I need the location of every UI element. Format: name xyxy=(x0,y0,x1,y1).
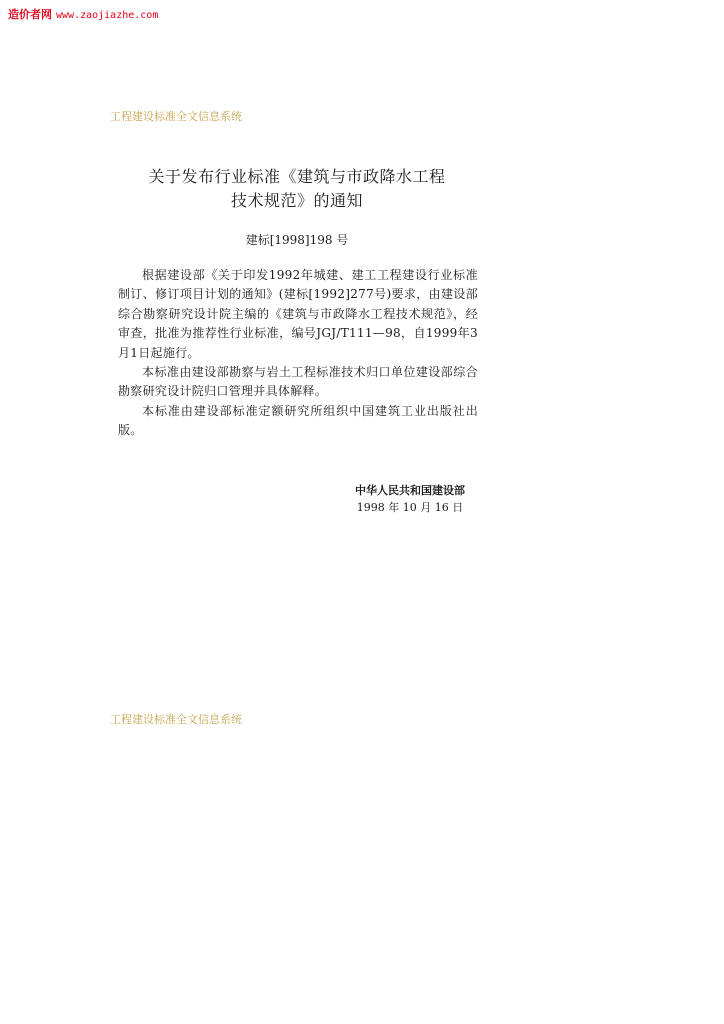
notice-body xyxy=(118,266,478,441)
watermark-bottom: 工程建设标准全文信息系统 xyxy=(110,713,242,726)
site-banner xyxy=(8,6,158,22)
document-number: 建标[1998]198 号 xyxy=(245,233,349,247)
site-name: 造价者网 xyxy=(8,9,52,21)
signature-date: 1998 年 10 月 16 日 xyxy=(356,501,464,514)
body-paragraph-2: 本标准由建设部勘察与岩土工程标准技术归口单位建设部综合勘察研究设计院归口管理并具体解释。 xyxy=(118,365,478,399)
body-paragraph-3: 本标准由建设部标准定额研究所组织中国建筑工业出版社出版。 xyxy=(118,403,478,438)
body-paragraph-1: 根据建设部《关于印发1992年城建、建工工程建设行业标准制订、修订项目计划的通知》(建标[1992]277号)要求，由建设部综合勘察研究设计院主编的《建筑与市政降水工程技术规范》，经审查，批准为推荐性行业标准，编号JGJ/T111—98，自1999年3月1日起施行。 xyxy=(118,268,478,360)
site-url-link[interactable]: www.zaojiazhe.com xyxy=(56,10,159,21)
notice-title-line1: 关于发布行业标准《建筑与市政降水工程 xyxy=(148,167,446,186)
notice-title-line2: 技术规范》的通知 xyxy=(230,191,363,210)
watermark-top: 工程建设标准全文信息系统 xyxy=(110,110,242,123)
signature-organization: 中华人民共和国建设部 xyxy=(355,484,465,497)
